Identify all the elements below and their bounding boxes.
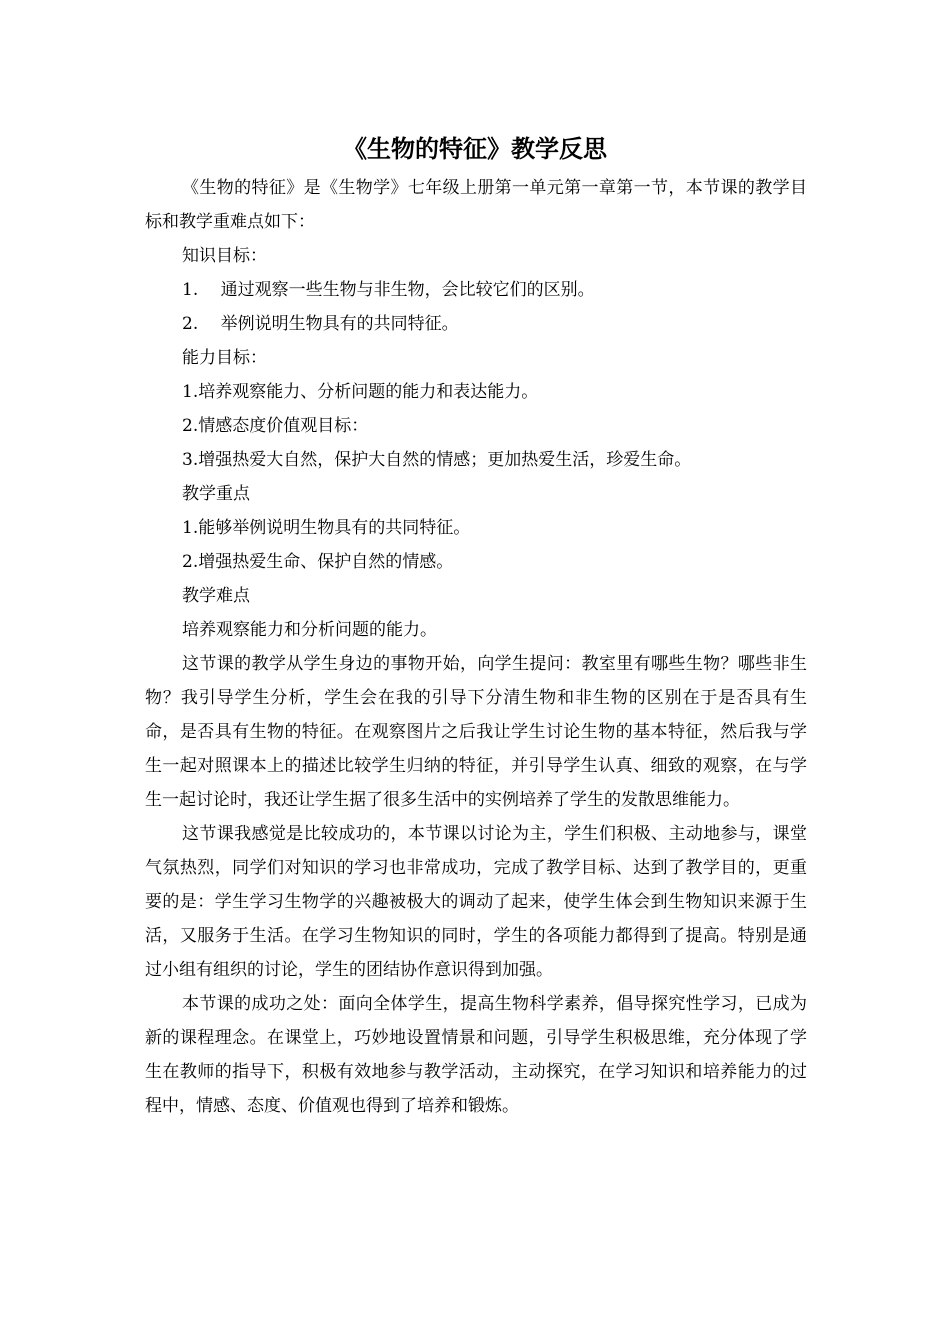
key-item-2: 2.增强热爱生命、保护自然的情感。 (182, 552, 454, 572)
key-heading: 教学重点 (182, 484, 250, 504)
knowledge-heading: 知识目标： (182, 246, 267, 266)
ability-heading: 能力目标： (182, 348, 267, 368)
key-item-1: 1.能够举例说明生物具有的共同特征。 (182, 518, 471, 538)
ability-item-1: 1.培养观察能力、分析问题的能力和表达能力。 (182, 382, 539, 402)
intro-paragraph: 《生物的特征》是《生物学》七年级上册第一单元第一章第一节，本节课的教学目标和教学重难点如下： (145, 178, 807, 232)
body-paragraph-3: 本节课的成功之处：面向全体学生，提高生物科学素养，倡导探究性学习，已成为新的课程理念。在课堂上，巧妙地设置情景和问题，引导学生积极思维，充分体现了学生在教师的指导下，积极有效地参与教学活动，主动探究，在学习知识和培养能力的过程中，情感、态度、价值观也得到了培养和锻炼。 (145, 994, 807, 1116)
ability-item-3: 3.增强热爱大自然，保护大自然的情感；更加热爱生活，珍爱生命。 (182, 450, 692, 470)
knowledge-item-1: 1. 通过观察一些生物与非生物，会比较它们的区别。 (182, 280, 595, 300)
ability-item-2: 2.情感态度价值观目标： (182, 416, 369, 436)
body-paragraph-1: 这节课的教学从学生身边的事物开始，向学生提问：教室里有哪些生物？哪些非生物？我引导学生分析，学生会在我的引导下分清生物和非生物的区别在于是否具有生命，是否具有生物的特征。在观察图片之后我让学生讨论生物的基本特征，然后我与学生一起对照课本上的描述比较学生归纳的特征，并引导学生认真、细致的观察，在与学生一起讨论时，我还让学生据了很多生活中的实例培养了学生的发散思维能力。 (145, 654, 807, 810)
document-body (145, 171, 807, 1123)
difficulty-text: 培养观察能力和分析问题的能力。 (182, 620, 437, 640)
body-paragraph-2: 这节课我感觉是比较成功的，本节课以讨论为主，学生们积极、主动地参与，课堂气氛热烈，同学们对知识的学习也非常成功，完成了教学目标、达到了教学目的，更重要的是：学生学习生物学的兴趣被极大的调动了起来，使学生体会到生物知识来源于生活，又服务于生活。在学习生物知识的同时，学生的各项能力都得到了提高。特别是通过小组有组织的讨论，学生的团结协作意识得到加强。 (145, 824, 807, 980)
knowledge-item-2: 2. 举例说明生物具有的共同特征。 (182, 314, 459, 334)
difficulty-heading: 教学难点 (182, 586, 250, 606)
document-title: 《生物的特征》教学反思 (343, 135, 607, 163)
